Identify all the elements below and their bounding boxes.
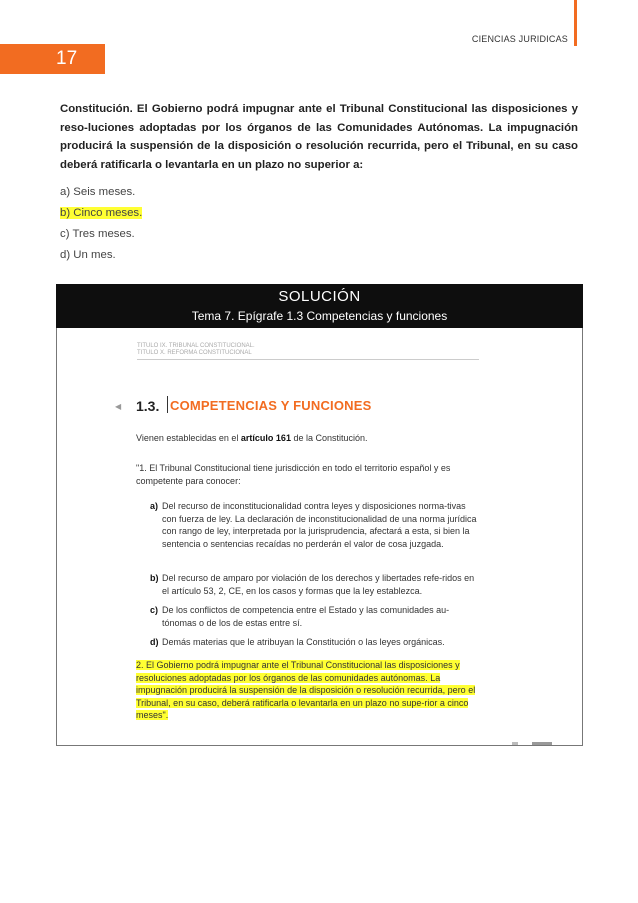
option-a: a) Seis meses. bbox=[60, 186, 136, 198]
breadcrumb-line: TITULO IX. TRIBUNAL CONSTITUCIONAL. bbox=[137, 343, 255, 349]
section-number: 1.3. bbox=[136, 398, 160, 414]
section-title: COMPETENCIAS Y FUNCIONES bbox=[170, 398, 372, 413]
intro-paragraph: Vienen establecidas en el artículo 161 de la Constitución. bbox=[136, 433, 368, 443]
page-number-badge: 17 bbox=[0, 44, 105, 74]
category-label: CIENCIAS JURIDICAS bbox=[471, 34, 568, 44]
document-screenshot bbox=[56, 328, 583, 746]
solution-subtitle: Tema 7. Epígrafe 1.3 Competencias y funciones bbox=[191, 309, 448, 323]
list-item: d) Demás materias que le atribuyan la Constitución o las leyes orgánicas. bbox=[150, 637, 445, 647]
document-divider bbox=[137, 359, 479, 360]
collapse-triangle-icon[interactable]: ◀ bbox=[115, 402, 122, 411]
list-item: c) De los conflictos de competencia entre el Estado y las comunidades au-tónomas o de los de estas entre sí. bbox=[150, 605, 450, 628]
list-item: b) Del recurso de amparo por violación de los derechos y libertades refe-ridos en el artículo 53, 2, CE, en los casos y formas que la ley establezca. bbox=[150, 573, 475, 596]
header-accent-rule bbox=[574, 0, 577, 46]
document-breadcrumbs bbox=[137, 343, 255, 357]
text-cursor bbox=[167, 396, 168, 413]
option-d: d) Un mes. bbox=[60, 249, 116, 261]
option-b bbox=[60, 207, 142, 219]
quote-intro: "1. El Tribunal Constitucional tiene jurisdicción en todo el territorio español y es competente para conocer: bbox=[136, 463, 451, 486]
highlighted-paragraph: 2. El Gobierno podrá impugnar ante el Tribunal Constitucional las disposiciones y resoluciones adoptadas por los órganos de las comunidades autónomas. La impugnación producirá la suspensión de la disposición o resolución recurrida, pero el Tribunal, en su caso, deberá ratificarla o levantarla en un plazo no supe-rior a cinco meses". bbox=[136, 660, 476, 720]
solution-header bbox=[56, 284, 583, 328]
list-item: a) Del recurso de inconstitucionalidad contra leyes y disposiciones norma-tivas con fuerza de ley. La declaración de inconstitucionalidad de una norma jurídica con rango de ley, interpretada por la jurisprudencia, afectará a esta, si bien la sentencia o sentencias recaídas no perderán el valor de cosa juzgada. bbox=[150, 501, 477, 549]
solution-title: SOLUCIÓN bbox=[278, 288, 361, 305]
breadcrumb-line: TITULO X. REFORMA CONSTITUCIONAL bbox=[137, 350, 252, 356]
option-c: c) Tres meses. bbox=[60, 228, 135, 240]
scrollbar[interactable] bbox=[512, 741, 552, 745]
option-b-highlight: b) Cinco meses. bbox=[60, 207, 143, 219]
question-text: Constitución. El Gobierno podrá impugnar ante el Tribunal Constitucional las disposiciones y reso-luciones adoptadas por los órganos de las Comunidades Autónomas. La impugnación producirá la suspensión de la disposición o resolución recurrida, pero el Tribunal, en su caso deberá ratificarla o levantarla en un plazo no superior a: bbox=[60, 103, 578, 171]
